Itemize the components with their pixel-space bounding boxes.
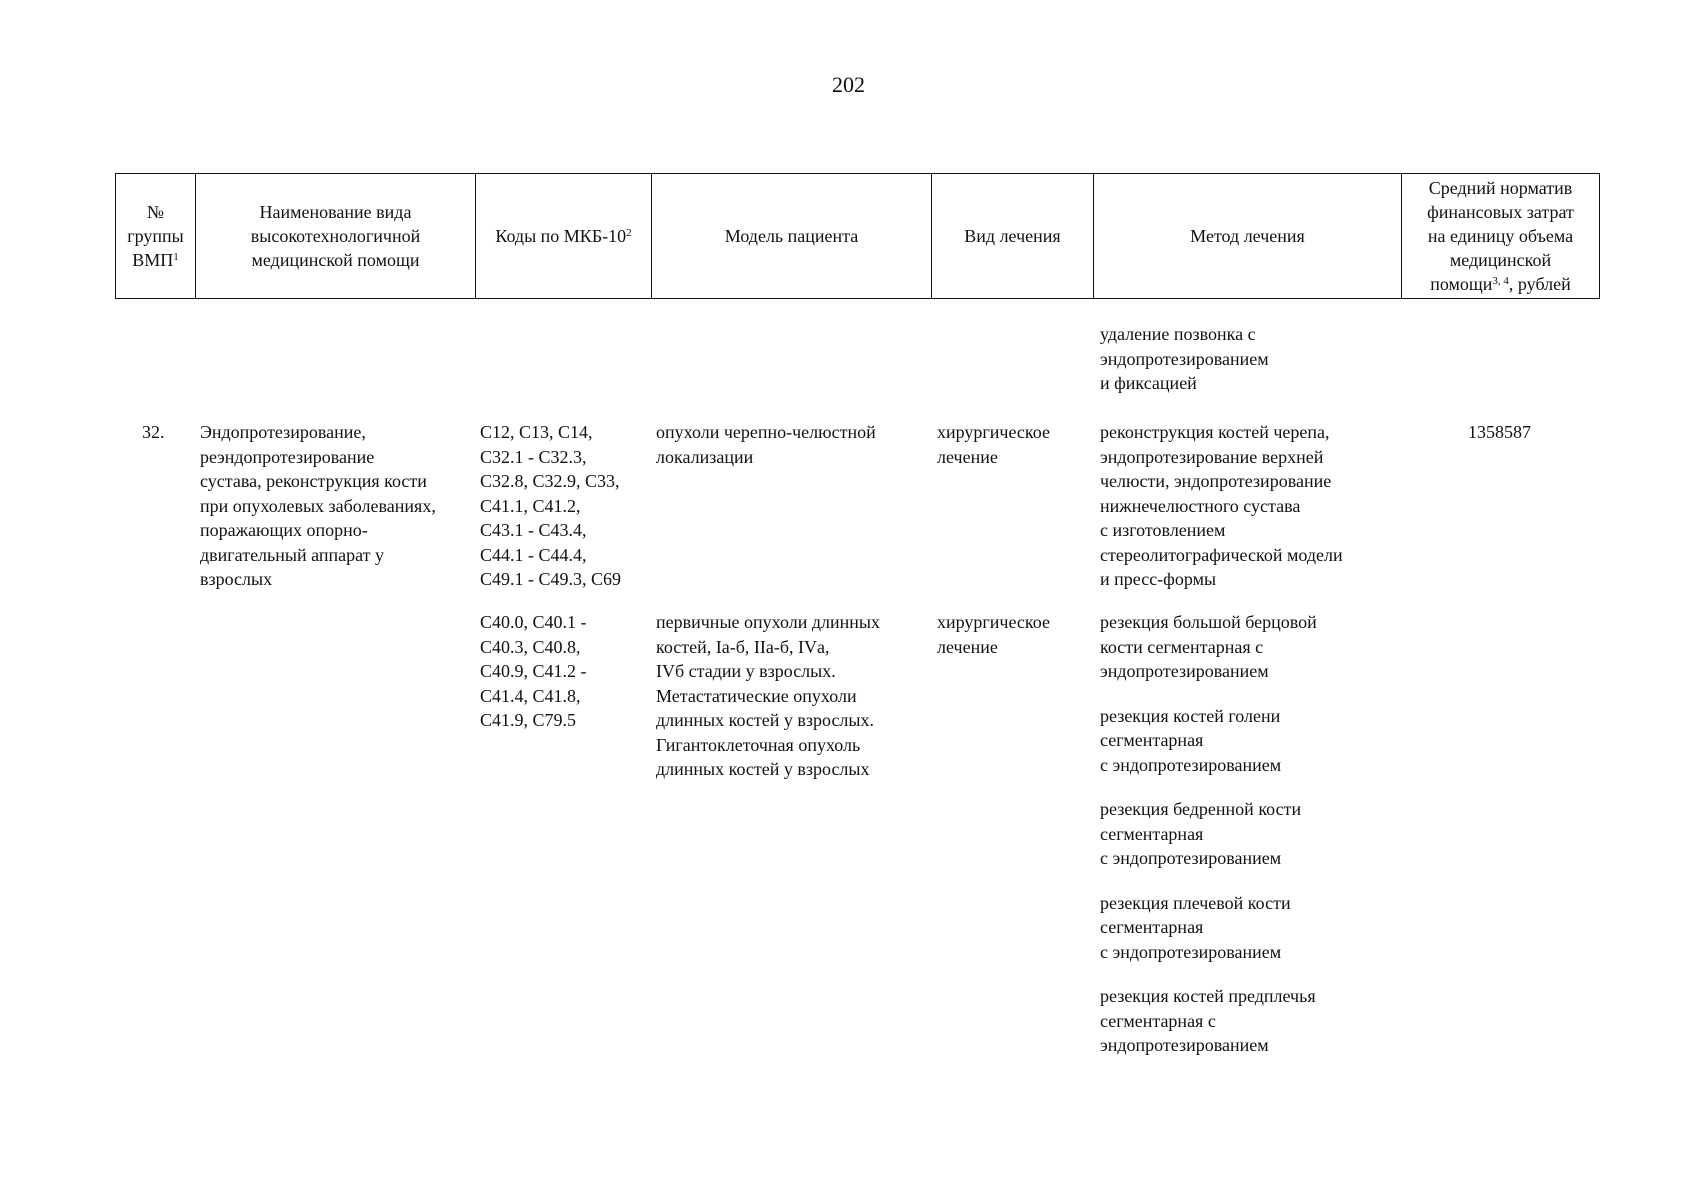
page-number: 202 [832,72,865,97]
patient-model-row-2: первичные опухоли длинных костей, Iа-б, IIа-б, IVа, IVб стадии у взрослых. Метастатические опухоли длинных костей у взрослых. Гигантоклеточная опухоль длинных костей у взрослых [656,612,880,779]
method-humerus-resection: резекция плечевой кости сегментарная с эндопротезированием [1100,892,1291,962]
method-forearm-bones-resection: резекция костей предплечья сегментарная с эндопротезированием [1100,986,1316,1055]
average-cost-value: 1358587 [1468,422,1531,442]
continuation-method: удаление позвонка с эндопротезированием и фиксацией [1100,324,1269,393]
treatment-methods-row-2 [1100,610,1317,1058]
header-icd-codes: Коды по МКБ-$10^2$ [476,174,652,299]
icd-codes-row-2: C40.0, C40.1 - C40.3, C40.8, C40.9, C41.2 - C41.4, C41.8, C41.9, C79.5 [480,612,587,730]
header-treatment-type: Вид лечения [932,174,1094,299]
group-number: 32. [142,422,165,442]
treatment-type-row-2: хирургическое лечение [937,612,1050,657]
header-average-cost: Средний норматив финансовых затрат на единицу объема медицинской помощи$^{3, 4}$, рублей [1402,174,1600,299]
treatment-method-row-1: реконструкция костей черепа, эндопротезирование верхней челюсти, эндопротезирование нижнечелюстного сустава с изготовлением стереолитографической модели и пресс-формы [1100,422,1343,589]
header-patient-model: Модель пациента [652,174,932,299]
header-group-number: № группы ВМП$^1$ [116,174,196,299]
patient-model-row-1: опухоли черепно-челюстной локализации [656,422,876,467]
treatment-type-row-1: хирургическое лечение [937,422,1050,467]
header-treatment-method: Метод лечения [1094,174,1402,299]
method-tibia-resection: резекция большой берцовой кости сегментарная с эндопротезированием [1100,612,1317,681]
header-care-type-name: Наименование вида высокотехнологичной медицинской помощи [196,174,476,299]
method-femur-resection: резекция бедренной кости сегментарная с эндопротезированием [1100,799,1302,868]
method-shin-bones-resection: резекция костей голени сегментарная с эндопротезированием [1100,705,1282,775]
care-type-name: Эндопротезирование, реэндопротезирование сустава, реконструкция кости при опухолевых заболеваниях, поражающих опорно- двигательный аппарат у взрослых [200,422,436,589]
icd-codes-row-1: C12, C13, C14, C32.1 - C32.3, C32.8, C32.9, C33, C41.1, C41.2, C43.1 - C43.4, C44.1 - C44.4, C49.1 - C49.3, C69 [480,422,622,589]
table-header [115,173,1600,299]
